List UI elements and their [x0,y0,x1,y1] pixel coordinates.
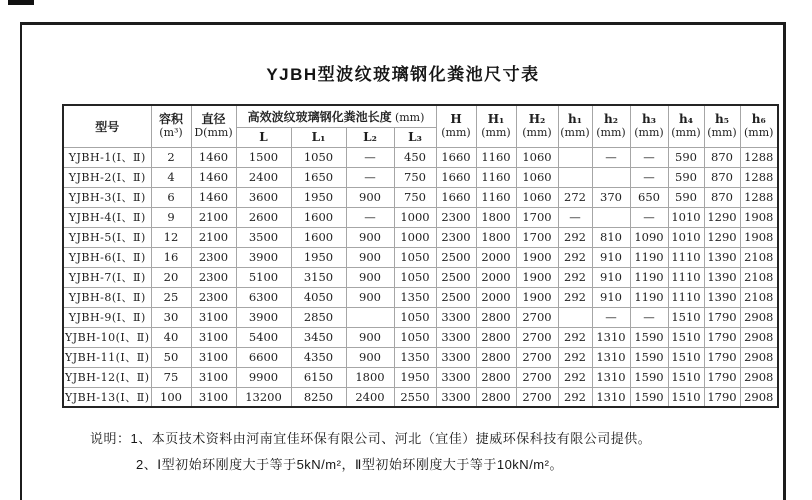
cell-L2: — [346,207,394,227]
model-cell: YJBH-10(Ⅰ、Ⅱ) [63,327,151,347]
cell-H: 3300 [436,307,476,327]
cell-H1: 1160 [476,167,516,187]
cell-H1: 2000 [476,247,516,267]
cell-h4: 1010 [668,207,704,227]
cell-H2: 1700 [516,227,558,247]
cell-L: 13200 [236,387,291,407]
cell-h3: 1190 [630,267,668,287]
col-header-h1: h₁ (mm) [558,105,592,147]
cell-diameter: 3100 [191,327,236,347]
cell-volume: 20 [151,267,191,287]
cell-H2: 2700 [516,347,558,367]
col-header-L3: L₃ [394,127,436,147]
cell-h3: 650 [630,187,668,207]
cell-volume: 30 [151,307,191,327]
cell-H: 2500 [436,287,476,307]
cell-H1: 2800 [476,347,516,367]
cell-L1: 2850 [291,307,346,327]
note-line-1 [90,426,651,452]
cell-h1: 292 [558,327,592,347]
cell-L2: 2400 [346,387,394,407]
cell-h3: 1190 [630,287,668,307]
cell-h6: 1288 [740,167,778,187]
model-cell: YJBH-12(Ⅰ、Ⅱ) [63,367,151,387]
model-cell: YJBH-11(Ⅰ、Ⅱ) [63,347,151,367]
cell-h5: 1290 [704,227,740,247]
cell-h3: 1190 [630,247,668,267]
cell-h6: 2908 [740,307,778,327]
cell-H1: 2800 [476,327,516,347]
notes-label: 说明： [90,431,131,446]
cell-h2: — [592,147,630,167]
note-item-1: 1、本页技术资料由河南宜佳环保有限公司、河北（宜佳）捷威环保科技有限公司提供。 [130,431,652,446]
cell-h4: 590 [668,187,704,207]
cell-h1: 272 [558,187,592,207]
cell-h5: 1390 [704,267,740,287]
cell-diameter: 2100 [191,207,236,227]
cell-h6: 2108 [740,247,778,267]
cell-h3: — [630,307,668,327]
cell-L1: 4350 [291,347,346,367]
cell-h2: 910 [592,287,630,307]
model-cell: YJBH-8(Ⅰ、Ⅱ) [63,287,151,307]
cell-h4: 1510 [668,347,704,367]
col-header-diameter-unit: D(mm) [194,126,233,140]
cell-L1: 1950 [291,247,346,267]
model-cell: YJBH-13(Ⅰ、Ⅱ) [63,387,151,407]
cell-L3: 450 [394,147,436,167]
cell-L2: — [346,167,394,187]
cell-L1: 1950 [291,187,346,207]
cell-volume: 50 [151,347,191,367]
col-header-h4: h₄ (mm) [668,105,704,147]
cell-L3: 750 [394,167,436,187]
cell-H: 1660 [436,147,476,167]
cell-h2: 370 [592,187,630,207]
scan-corner-mark [8,0,34,5]
cell-volume: 25 [151,287,191,307]
cell-h1: 292 [558,267,592,287]
col-header-L2: L₂ [346,127,394,147]
cell-diameter: 2100 [191,227,236,247]
cell-L3: 1350 [394,347,436,367]
cell-h6: 2108 [740,267,778,287]
cell-H2: 1700 [516,207,558,227]
cell-h6: 2908 [740,347,778,367]
model-cell: YJBH-7(Ⅰ、Ⅱ) [63,267,151,287]
cell-h3: 1590 [630,347,668,367]
cell-h6: 2908 [740,387,778,407]
cell-L2: 900 [346,227,394,247]
cell-diameter: 3100 [191,307,236,327]
cell-H2: 1900 [516,287,558,307]
cell-L3: 1950 [394,367,436,387]
cell-h5: 1390 [704,247,740,267]
cell-h1: 292 [558,227,592,247]
cell-h5: 870 [704,187,740,207]
notes-block [90,426,651,478]
cell-h2: 810 [592,227,630,247]
cell-H1: 1160 [476,187,516,207]
cell-h2: 910 [592,267,630,287]
model-cell: YJBH-2(Ⅰ、Ⅱ) [63,167,151,187]
table-body [63,147,778,407]
table-row [63,207,778,227]
cell-L2: 900 [346,187,394,207]
cell-L1: 3450 [291,327,346,347]
cell-volume: 6 [151,187,191,207]
cell-H1: 2000 [476,267,516,287]
table-row [63,267,778,287]
cell-h1: 292 [558,367,592,387]
cell-L3: 1350 [394,287,436,307]
cell-diameter: 2300 [191,287,236,307]
cell-H2: 2700 [516,387,558,407]
cell-h4: 1110 [668,247,704,267]
cell-h4: 1510 [668,387,704,407]
cell-h3: — [630,147,668,167]
cell-h3: 1590 [630,387,668,407]
col-header-h6: h₆ (mm) [740,105,778,147]
cell-L3: 1050 [394,327,436,347]
cell-L: 9900 [236,367,291,387]
cell-h2: 1310 [592,327,630,347]
cell-L1: 6150 [291,367,346,387]
table-row [63,187,778,207]
cell-H: 3300 [436,387,476,407]
cell-H2: 1900 [516,267,558,287]
cell-L: 3600 [236,187,291,207]
model-cell: YJBH-3(Ⅰ、Ⅱ) [63,187,151,207]
cell-L2: 900 [346,247,394,267]
cell-h4: 1110 [668,287,704,307]
cell-H2: 2700 [516,367,558,387]
cell-diameter: 3100 [191,347,236,367]
table-row [63,367,778,387]
cell-L3: 750 [394,187,436,207]
cell-h5: 1790 [704,307,740,327]
cell-H: 2300 [436,207,476,227]
model-cell: YJBH-6(Ⅰ、Ⅱ) [63,247,151,267]
table-row [63,387,778,407]
cell-diameter: 3100 [191,387,236,407]
cell-h3: — [630,207,668,227]
cell-L2: 900 [346,327,394,347]
cell-h6: 2908 [740,327,778,347]
cell-h3: 1090 [630,227,668,247]
cell-H2: 2700 [516,327,558,347]
cell-h5: 1790 [704,367,740,387]
col-header-H: H (mm) [436,105,476,147]
cell-h6: 2908 [740,367,778,387]
cell-diameter: 3100 [191,367,236,387]
cell-H: 1660 [436,167,476,187]
cell-h6: 1908 [740,207,778,227]
cell-h1: — [558,207,592,227]
cell-diameter: 2300 [191,247,236,267]
cell-L1: 1650 [291,167,346,187]
cell-H: 2500 [436,267,476,287]
cell-H1: 2000 [476,287,516,307]
cell-L: 6600 [236,347,291,367]
cell-H1: 1160 [476,147,516,167]
model-cell: YJBH-9(Ⅰ、Ⅱ) [63,307,151,327]
cell-H2: 1060 [516,187,558,207]
cell-volume: 16 [151,247,191,267]
cell-L: 5400 [236,327,291,347]
cell-L2 [346,307,394,327]
col-header-model [63,105,151,147]
col-header-volume-label: 容积 [158,112,183,127]
cell-h4: 590 [668,167,704,187]
cell-L2: 900 [346,287,394,307]
col-header-H2: H₂ (mm) [516,105,558,147]
cell-h2 [592,167,630,187]
cell-L1: 3150 [291,267,346,287]
table-row [63,167,778,187]
model-cell: YJBH-1(Ⅰ、Ⅱ) [63,147,151,167]
table-row [63,327,778,347]
cell-h2: — [592,307,630,327]
col-header-h3: h₃ (mm) [630,105,668,147]
cell-h4: 1010 [668,227,704,247]
cell-H2: 1060 [516,167,558,187]
col-header-length-group [236,105,436,127]
col-header-length-group-label: 高效波纹玻璃钢化粪池长度 [247,109,392,124]
cell-h6: 2108 [740,287,778,307]
cell-L3: 1050 [394,247,436,267]
table-row [63,307,778,327]
cell-h2: 1310 [592,387,630,407]
col-header-diameter-label: 直径 [201,112,226,127]
cell-volume: 2 [151,147,191,167]
table-row [63,227,778,247]
cell-volume: 12 [151,227,191,247]
cell-volume: 40 [151,327,191,347]
cell-H2: 1900 [516,247,558,267]
cell-h2: 1310 [592,367,630,387]
cell-h5: 1790 [704,387,740,407]
model-cell: YJBH-5(Ⅰ、Ⅱ) [63,227,151,247]
col-header-h2: h₂ (mm) [592,105,630,147]
cell-h2: 1310 [592,347,630,367]
cell-L: 2400 [236,167,291,187]
cell-h6: 1288 [740,147,778,167]
cell-volume: 9 [151,207,191,227]
cell-h2 [592,207,630,227]
cell-h6: 1288 [740,187,778,207]
cell-h4: 1510 [668,367,704,387]
cell-H: 2300 [436,227,476,247]
page-title: YJBH型波纹玻璃钢化粪池尺寸表 [266,65,540,84]
table-row [63,147,778,167]
col-header-volume-unit: (m³) [159,126,183,140]
table-header [63,105,778,147]
table-row [63,247,778,267]
note-line-2 [90,452,651,478]
cell-h5: 1390 [704,287,740,307]
cell-L1: 1050 [291,147,346,167]
col-header-model-label: 型号 [95,119,120,134]
cell-volume: 100 [151,387,191,407]
cell-L: 3900 [236,247,291,267]
cell-h4: 1510 [668,307,704,327]
table-row [63,287,778,307]
cell-H1: 2800 [476,367,516,387]
cell-diameter: 1460 [191,167,236,187]
cell-volume: 4 [151,167,191,187]
cell-h1 [558,147,592,167]
col-header-h5: h₅ (mm) [704,105,740,147]
cell-L3: 1000 [394,207,436,227]
cell-L1: 1600 [291,227,346,247]
cell-L: 2600 [236,207,291,227]
cell-L: 3500 [236,227,291,247]
cell-volume: 75 [151,367,191,387]
cell-diameter: 1460 [191,147,236,167]
cell-H1: 1800 [476,227,516,247]
table-row [63,347,778,367]
cell-h4: 1110 [668,267,704,287]
cell-h5: 1790 [704,347,740,367]
cell-L1: 8250 [291,387,346,407]
cell-L3: 1050 [394,307,436,327]
cell-H1: 2800 [476,387,516,407]
cell-H2: 1060 [516,147,558,167]
cell-diameter: 1460 [191,187,236,207]
cell-h4: 1510 [668,327,704,347]
cell-L: 1500 [236,147,291,167]
cell-L1: 1600 [291,207,346,227]
cell-h1 [558,307,592,327]
cell-L1: 4050 [291,287,346,307]
col-header-length-group-unit: (mm) [394,110,425,124]
cell-H: 3300 [436,367,476,387]
cell-h6: 1908 [740,227,778,247]
cell-L2: 900 [346,347,394,367]
cell-H: 3300 [436,347,476,367]
cell-L2: — [346,147,394,167]
cell-H1: 1800 [476,207,516,227]
col-header-H1: H₁ (mm) [476,105,516,147]
cell-h1: 292 [558,287,592,307]
col-header-L: L [236,127,291,147]
cell-h1: 292 [558,247,592,267]
cell-L: 6300 [236,287,291,307]
cell-h4: 590 [668,147,704,167]
cell-diameter: 2300 [191,267,236,287]
cell-h5: 870 [704,147,740,167]
note-item-2: 2、Ⅰ型初始环刚度大于等于5kN/m²，Ⅱ型初始环刚度大于等于10kN/m²。 [136,457,563,472]
cell-h5: 1790 [704,327,740,347]
cell-h3: — [630,167,668,187]
cell-H: 3300 [436,327,476,347]
col-header-volume [151,105,191,147]
cell-L3: 1050 [394,267,436,287]
cell-h1: 292 [558,347,592,367]
cell-H1: 2800 [476,307,516,327]
cell-h2: 910 [592,247,630,267]
cell-H: 1660 [436,187,476,207]
cell-L3: 1000 [394,227,436,247]
cell-h1 [558,167,592,187]
dimension-table [62,104,779,408]
cell-h1: 292 [558,387,592,407]
cell-H2: 2700 [516,307,558,327]
cell-h5: 1290 [704,207,740,227]
cell-L2: 1800 [346,367,394,387]
model-cell: YJBH-4(Ⅰ、Ⅱ) [63,207,151,227]
col-header-L1: L₁ [291,127,346,147]
cell-H: 2500 [436,247,476,267]
cell-h3: 1590 [630,327,668,347]
cell-L2: 900 [346,267,394,287]
col-header-diameter [191,105,236,147]
cell-L: 5100 [236,267,291,287]
cell-h5: 870 [704,167,740,187]
cell-L3: 2550 [394,387,436,407]
cell-L: 3900 [236,307,291,327]
cell-h3: 1590 [630,367,668,387]
